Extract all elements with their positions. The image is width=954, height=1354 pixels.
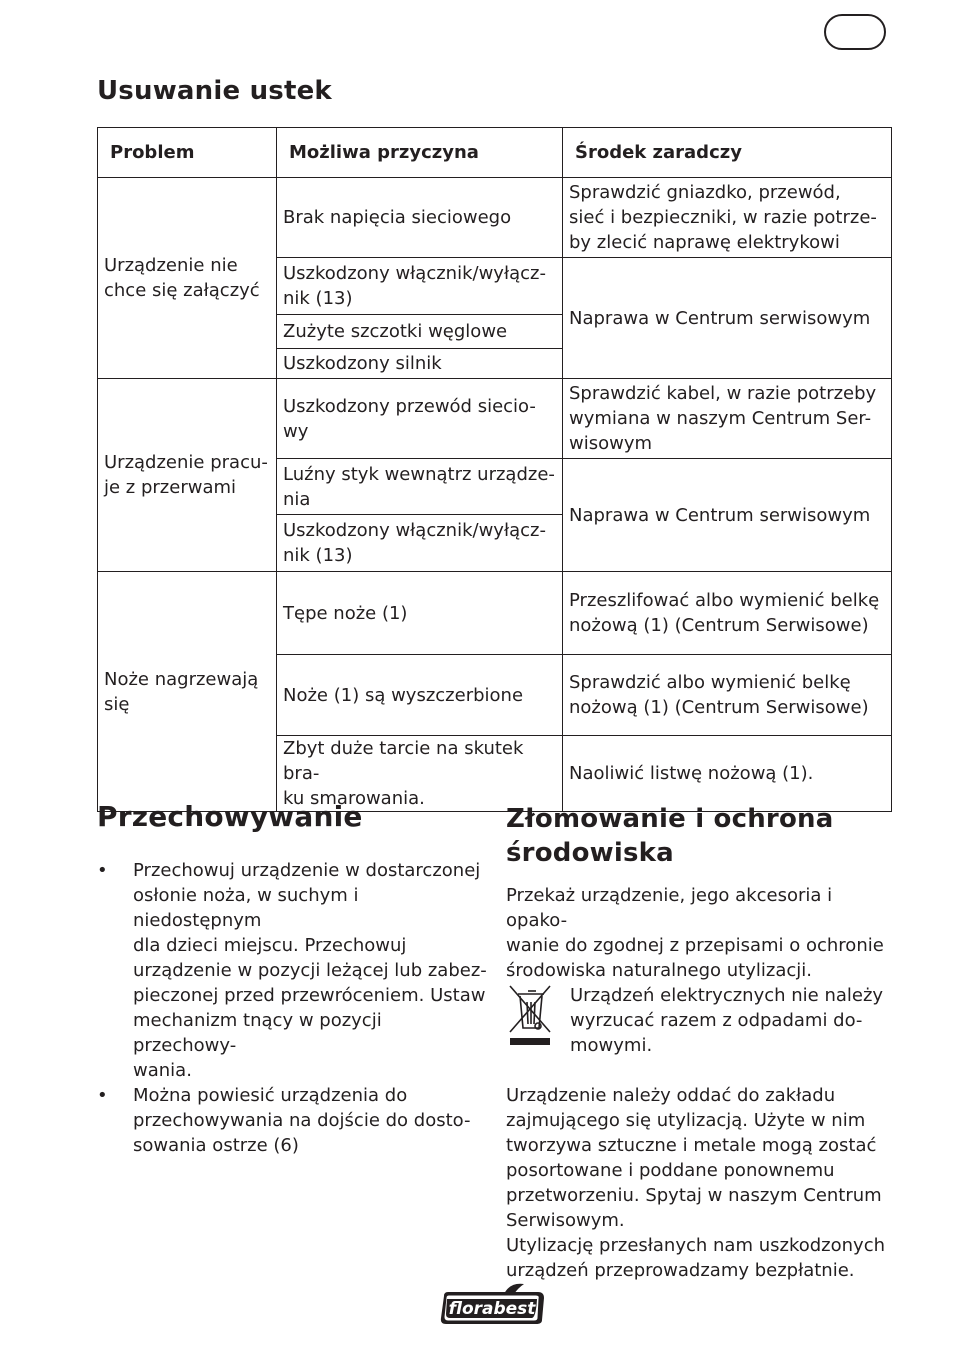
cause-cell: Zużyte szczotki węglowe [277,315,563,349]
weee-note: Urządzeń elektrycznych nie należy wyrzucać razem z odpadami do- mowymi. [570,985,884,1056]
bullet-icon: • [97,860,108,881]
cause-cell: Brak napięcia sieciowego [277,178,563,258]
storage-title: Przechowywanie [97,800,363,833]
remedy-cell: Naprawa w Centrum serwisowym [563,459,892,572]
logo-text: florabest [448,1299,536,1319]
cause-cell: Noże (1) są wyszczerbione [277,655,563,736]
cause-cell: Tępe noże (1) [277,572,563,655]
cause-cell: Luźny styk wewnątrz urządze- nia [277,459,563,515]
cause-cell: Uszkodzony włącznik/wyłącz- nik (13) [277,515,563,572]
remedy-cell: Przeszlifować albo wymienić belkę nożową (1) (Centrum Serwisowe) [563,572,892,655]
remedy-cell: Sprawdzić gniazdko, przewód, sieć i bezpieczniki, w razie potrze- by zlecić naprawę elektrykowi [563,178,892,258]
header-remedy: Środek zaradczy [563,128,892,178]
header-problem: Problem [98,128,277,178]
remedy-cell: Sprawdzić albo wymienić belkę nożową (1) (Centrum Serwisowe) [563,655,892,736]
cause-cell: Zbyt duże tarcie na skutek bra- ku smarowania. [277,736,563,812]
table-row [98,178,892,258]
list-item [97,1083,487,1158]
disposal-title: Złomowanie i ochrona środowiska [506,804,834,868]
crossed-out-wheelie-bin-icon [506,982,554,1048]
storage-item-text: Przechowuj urządzenie w dostarczonej osłonie noża, w suchym i niedostępnym dla dzieci miejscu. Przechowuj urządzenie w pozycji leżącej lub zabez- pieczonej przed przewróceniem. Ustaw mechanizm tnący w pozycji przechowy- wania. [133,860,487,1081]
disposal-paragraph-2: Utylizację przesłanych nam uszkodzonych urządzeń przeprowadzamy bezpłatnie. [506,1235,885,1281]
table-header-row [98,128,892,178]
troubleshooting-table [97,127,892,812]
table-row [98,572,892,655]
florabest-logo [438,1282,548,1326]
disposal-intro: Przekaż urządzenie, jego akcesoria i opako- wanie do zgodnej z przepisami o ochronie środowiska naturalnego utylizacji. [506,885,884,981]
storage-item-text: Można powiesić urządzenia do przechowywania na dojście do dosto- sowania ostrze (6) [133,1085,471,1156]
problem-cell: Urządzenie nie chce się załączyć [98,178,277,379]
bullet-icon: • [97,1085,108,1106]
cause-cell: Uszkodzony przewód siecio- wy [277,379,563,459]
troubleshooting-title: Usuwanie ustek [97,76,332,106]
table-row [98,379,892,459]
storage-list [97,858,487,1158]
cause-cell: Uszkodzony silnik [277,349,563,379]
list-item [97,858,487,1083]
disposal-paragraph-1: Urządzenie należy oddać do zakładu zajmującego się utylizacją. Użyte w nim tworzywa sztuczne i metale mogą zostać posortowane i poddane ponownemu przetworzeniu. Spytaj w naszym Centrum Serwisowym. [506,1085,882,1231]
language-badge [824,14,886,50]
header-cause: Możliwa przyczyna [277,128,563,178]
cause-cell: Uszkodzony włącznik/wyłącz- nik (13) [277,258,563,315]
remedy-cell: Naprawa w Centrum serwisowym [563,258,892,379]
remedy-cell: Sprawdzić kabel, w razie potrzeby wymiana w naszym Centrum Ser- wisowym [563,379,892,459]
remedy-cell: Naoliwić listwę nożową (1). [563,736,892,812]
problem-cell: Urządzenie pracu- je z przerwami [98,379,277,572]
problem-cell: Noże nagrzewają się [98,572,277,812]
